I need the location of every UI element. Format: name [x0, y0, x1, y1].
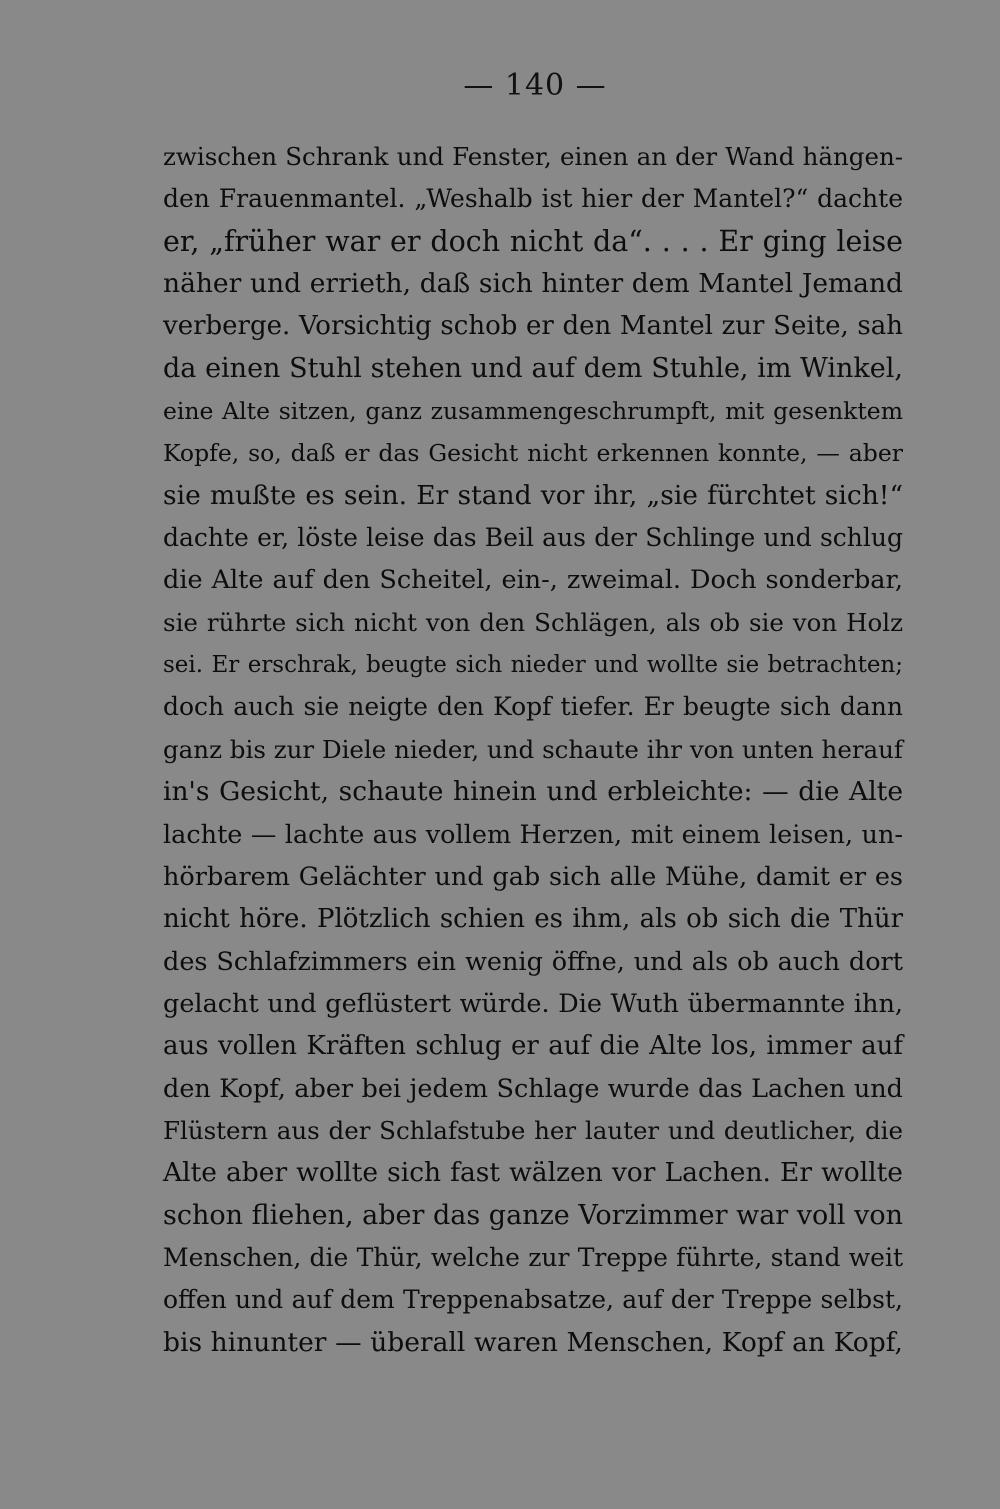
- text-line: er, „früher war er doch nicht da“. . . . Er ging leise: [163, 224, 903, 258]
- text-line: verberge. Vorsichtig schob er den Mantel zur Seite, sah: [163, 311, 903, 342]
- text-line: Kopfe, so, daß er das Gesicht nicht erkennen konnte, — aber: [163, 439, 903, 468]
- text-line: offen und auf dem Treppenabsatze, auf der Treppe selbst,: [163, 1285, 903, 1315]
- text-line: dachte er, löste leise das Beil aus der Schlinge und schlug: [163, 523, 903, 553]
- text-line: Menschen, die Thür, welche zur Treppe führte, stand weit: [163, 1242, 903, 1272]
- text-line: bis hinunter — überall waren Menschen, Kopf an Kopf,: [163, 1326, 903, 1358]
- text-line: die Alte auf den Scheitel, ein-, zweimal. Doch sonderbar,: [163, 565, 903, 596]
- text-line: gelacht und geflüstert würde. Die Wuth übermannte ihn,: [163, 988, 903, 1019]
- text-line: schon fliehen, aber das ganze Vorzimmer war voll von: [163, 1199, 904, 1231]
- text-line: zwischen Schrank und Fenster, einen an der Wand hängen-: [163, 142, 903, 171]
- text-line: nicht höre. Plötzlich schien es ihm, als ob sich die Thür: [163, 904, 903, 935]
- text-line: des Schlafzimmers ein wenig öffne, und als ob auch dort: [163, 946, 903, 977]
- text-line: sie mußte es sein. Er stand vor ihr, „sie fürchtet sich!“: [163, 479, 903, 511]
- text-line: den Kopf, aber bei jedem Schlage wurde das Lachen und: [163, 1073, 903, 1104]
- text-line: in's Gesicht, schaute hinein und erbleichte: — die Alte: [163, 776, 903, 808]
- text-line: Flüstern aus der Schlafstube her lauter und deutlicher, die: [163, 1115, 903, 1145]
- text-line: sei. Er erschrak, beugte sich nieder und wollte sie betrachten;: [163, 652, 903, 679]
- text-line: eine Alte sitzen, ganz zusammengeschrumpft, mit gesenktem: [163, 397, 903, 426]
- text-line: aus vollen Kräften schlug er auf die Alte los, immer auf: [163, 1031, 903, 1062]
- page-number: — 140 —: [463, 68, 607, 103]
- text-line: da einen Stuhl stehen und auf dem Stuhle, im Winkel,: [163, 352, 903, 384]
- text-line: hörbarem Gelächter und gab sich alle Mühe, damit er es: [163, 861, 903, 892]
- text-line: doch auch sie neigte den Kopf tiefer. Er beugte sich dann: [163, 692, 903, 722]
- text-line: lachte — lachte aus vollem Herzen, mit einem leisen, un-: [163, 819, 903, 850]
- text-line: den Frauenmantel. „Weshalb ist hier der Mantel?“ dachte: [163, 184, 903, 214]
- text-line: ganz bis zur Diele nieder, und schaute ihr von unten herauf: [163, 734, 903, 764]
- text-line: Alte aber wollte sich fast wälzen vor Lachen. Er wollte: [163, 1157, 903, 1189]
- page-body-text: [163, 136, 903, 1364]
- text-line: näher und errieth, daß sich hinter dem Mantel Jemand: [163, 268, 903, 300]
- text-line: sie rührte sich nicht von den Schlägen, als ob sie von Holz: [163, 607, 903, 637]
